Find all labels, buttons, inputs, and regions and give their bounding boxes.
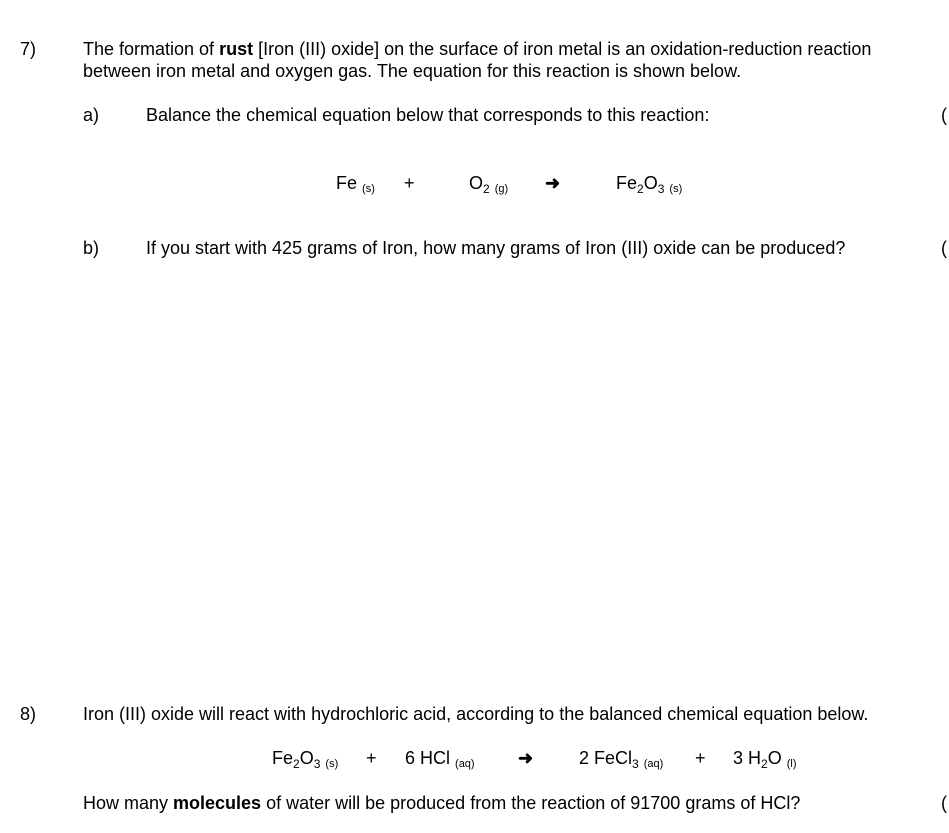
eq7-plus: + bbox=[404, 173, 415, 193]
part-a-text: Balance the chemical equation below that corresponds to this reaction: bbox=[146, 105, 710, 125]
eq8-product-h2o: 3 $H_2O$ (l) bbox=[733, 748, 797, 771]
question-7-text bbox=[83, 38, 943, 82]
eq7-product-fe2o3: $Fe_2O_3$ (s) bbox=[616, 173, 683, 196]
question-7-line-1: The formation of rust [Iron (III) oxide] on the surface of iron metal is an oxidation-reduction reaction bbox=[83, 39, 872, 59]
eq8-reactant-fe2o3: $Fe_2O_3$ (s) bbox=[272, 748, 339, 771]
eq7-reactant-o2: $O_2$ (g) bbox=[469, 173, 509, 196]
eq8-plus-2: + bbox=[695, 748, 706, 768]
question-8-prompt: How many molecules of water will be produced from the reaction of 91700 grams of HCl? bbox=[83, 793, 801, 813]
eq8-arrow: ➜ bbox=[518, 748, 534, 768]
eq8-reactant-hcl: 6 HCl (aq) bbox=[405, 748, 475, 770]
question-7-line-2: between iron metal and oxygen gas. The equation for this reaction is shown below. bbox=[83, 61, 742, 81]
part-a-points: ( bbox=[941, 105, 947, 125]
molecules-term: molecules bbox=[173, 793, 262, 813]
question-8-number: 8) bbox=[20, 704, 37, 724]
rust-term: rust bbox=[219, 39, 254, 59]
question-7-number: 7) bbox=[20, 39, 37, 59]
part-b-points: ( bbox=[941, 238, 947, 258]
eq8-product-fecl3: 2 FeCl$_3$ (aq) bbox=[579, 748, 664, 771]
eq7-reactant-fe: Fe (s) bbox=[336, 173, 375, 195]
part-b-label: b) bbox=[83, 238, 100, 258]
part-a-label: a) bbox=[83, 105, 100, 125]
eq8-plus-1: + bbox=[366, 748, 377, 768]
part-b-text: If you start with 425 grams of Iron, how many grams of Iron (III) oxide can be produced? bbox=[146, 238, 846, 258]
question-8-intro: Iron (III) oxide will react with hydrochloric acid, according to the balanced chemical equation below. bbox=[83, 704, 869, 724]
eq7-arrow: ➜ bbox=[545, 173, 561, 193]
question-8-points: ( bbox=[941, 793, 947, 813]
